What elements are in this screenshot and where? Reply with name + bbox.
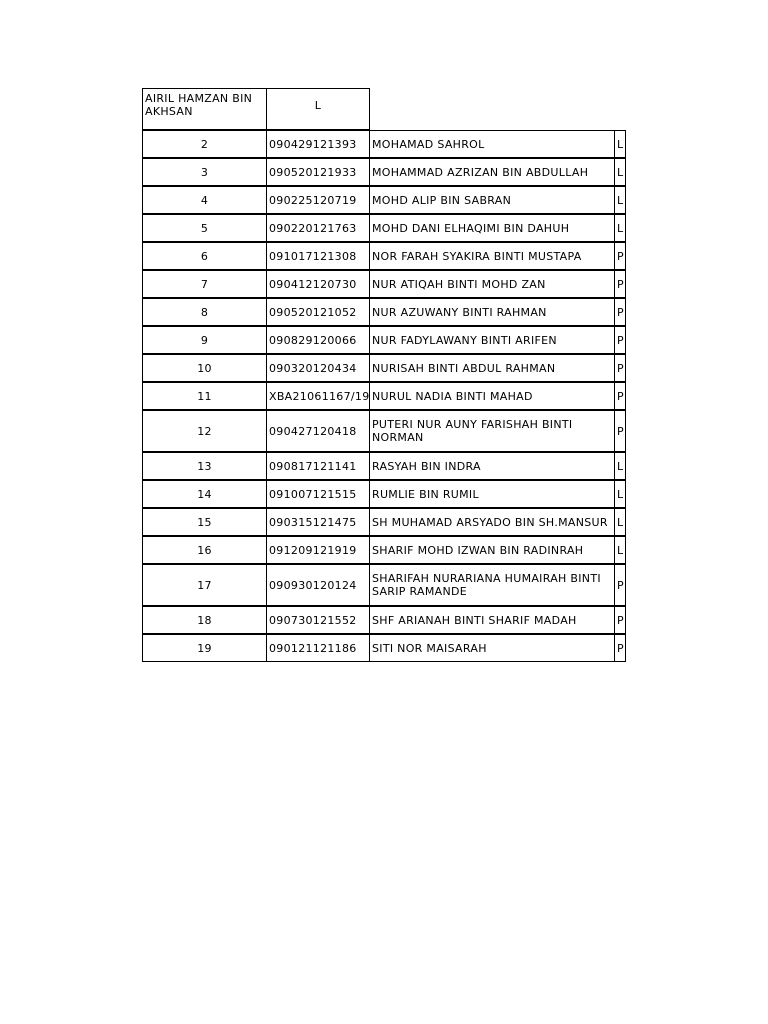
student-gender: P (617, 424, 624, 438)
ic-number-cell (266, 270, 370, 298)
ic-number: 090817121141 (269, 459, 357, 473)
row-number-cell (142, 298, 267, 326)
student-name: AIRIL HAMZAN BIN AKHSAN (145, 92, 253, 118)
student-gender-cell (614, 242, 626, 270)
student-name: NUR ATIQAH BINTI MOHD ZAN (372, 277, 546, 291)
row-number: 17 (197, 578, 212, 592)
student-gender: L (617, 137, 624, 151)
student-name-cell (369, 298, 615, 326)
student-name-cell (369, 382, 615, 410)
student-gender-cell (614, 186, 626, 214)
student-name-cell (369, 634, 615, 662)
student-name: NURUL NADIA BINTI MAHAD (372, 389, 533, 403)
ic-number-cell (266, 130, 370, 158)
student-gender: L (617, 487, 624, 501)
student-gender: P (617, 613, 624, 627)
ic-number-cell (266, 354, 370, 382)
ic-number: 091007121515 (269, 487, 357, 501)
student-gender-cell (614, 410, 626, 452)
student-name: SITI NOR MAISARAH (372, 641, 487, 655)
student-gender: L (617, 459, 624, 473)
ic-number-cell (266, 452, 370, 480)
row-number: 6 (200, 249, 209, 263)
student-gender: L (617, 165, 624, 179)
student-gender-cell (614, 564, 626, 606)
top-row-gender-cell (266, 88, 370, 130)
row-number-cell (142, 326, 267, 354)
row-number: 10 (197, 361, 212, 375)
student-name-cell (369, 410, 615, 452)
row-number-cell (142, 158, 267, 186)
ic-number: 090429121393 (269, 137, 357, 151)
ic-number-cell (266, 242, 370, 270)
student-gender: P (617, 277, 624, 291)
student-gender-cell (614, 354, 626, 382)
student-name-cell (369, 158, 615, 186)
ic-number-cell (266, 382, 370, 410)
row-number-cell (142, 410, 267, 452)
ic-number-cell (266, 298, 370, 326)
student-gender: P (617, 249, 624, 263)
row-number: 15 (197, 515, 212, 529)
ic-number: 090121121186 (269, 641, 357, 655)
ic-number: 091209121919 (269, 543, 357, 557)
student-gender: L (617, 515, 624, 529)
student-name-cell (369, 564, 615, 606)
ic-number: 090930120124 (269, 578, 357, 592)
student-name: RASYAH BIN INDRA (372, 459, 481, 473)
row-number-cell (142, 536, 267, 564)
ic-number: 090730121552 (269, 613, 357, 627)
row-number: 9 (200, 333, 209, 347)
student-gender-cell (614, 382, 626, 410)
row-number-cell (142, 382, 267, 410)
student-gender: P (617, 305, 624, 319)
student-name-cell (369, 536, 615, 564)
row-number-cell (142, 508, 267, 536)
row-number-cell (142, 606, 267, 634)
ic-number-cell (266, 634, 370, 662)
ic-number-cell (266, 186, 370, 214)
ic-number: 090225120719 (269, 193, 357, 207)
student-name: SHF ARIANAH BINTI SHARIF MADAH (372, 613, 577, 627)
row-number-cell (142, 354, 267, 382)
student-name-cell (369, 270, 615, 298)
student-gender: P (617, 578, 624, 592)
student-gender-cell (614, 634, 626, 662)
student-gender-cell (614, 452, 626, 480)
row-number: 18 (197, 613, 212, 627)
row-number: 14 (197, 487, 212, 501)
student-gender: P (617, 333, 624, 347)
ic-number: 090520121052 (269, 305, 357, 319)
student-gender: P (617, 641, 624, 655)
student-name: MOHD DANI ELHAQIMI BIN DAHUH (372, 221, 570, 235)
row-number: 13 (197, 459, 212, 473)
row-number: 4 (200, 193, 209, 207)
student-gender-cell (614, 326, 626, 354)
ic-number: 091017121308 (269, 249, 357, 263)
student-gender-cell (614, 606, 626, 634)
row-number: 11 (197, 389, 212, 403)
student-name-cell (369, 326, 615, 354)
student-name: RUMLIE BIN RUMIL (372, 487, 479, 501)
student-name: SH MUHAMAD ARSYADO BIN SH.MANSUR (372, 515, 608, 529)
student-gender-cell (614, 536, 626, 564)
ic-number: XBA21061167/19 (269, 389, 370, 403)
ic-number-cell (266, 410, 370, 452)
student-gender: L (617, 543, 624, 557)
ic-number: 090412120730 (269, 277, 357, 291)
student-name: NUR AZUWANY BINTI RAHMAN (372, 305, 547, 319)
student-name-cell (369, 480, 615, 508)
student-gender-cell (614, 158, 626, 186)
ic-number-cell (266, 536, 370, 564)
ic-number: 090315121475 (269, 515, 357, 529)
ic-number: 090320120434 (269, 361, 357, 375)
row-number: 5 (200, 221, 209, 235)
student-gender: P (617, 361, 624, 375)
student-name: PUTERI NUR AUNY FARISHAH BINTI NORMAN (372, 418, 573, 444)
student-name: SHARIFAH NURARIANA HUMAIRAH BINTI SARIP RAMANDE (372, 572, 601, 598)
student-name-cell (369, 508, 615, 536)
student-name-cell (369, 606, 615, 634)
ic-number-cell (266, 158, 370, 186)
student-gender-cell (614, 298, 626, 326)
student-name-cell (369, 242, 615, 270)
student-gender-cell (614, 130, 626, 158)
ic-number-cell (266, 606, 370, 634)
student-gender-cell (614, 214, 626, 242)
student-gender-cell (614, 508, 626, 536)
student-gender: L (617, 193, 624, 207)
student-name: SHARIF MOHD IZWAN BIN RADINRAH (372, 543, 584, 557)
row-number-cell (142, 634, 267, 662)
ic-number-cell (266, 326, 370, 354)
ic-number: 090520121933 (269, 165, 357, 179)
student-gender-cell (614, 480, 626, 508)
ic-number: 090829120066 (269, 333, 357, 347)
row-number: 2 (200, 137, 209, 151)
ic-number-cell (266, 214, 370, 242)
student-name: MOHAMAD SAHROL (372, 137, 485, 151)
row-number-cell (142, 130, 267, 158)
student-name: MOHD ALIP BIN SABRAN (372, 193, 512, 207)
row-number: 7 (200, 277, 209, 291)
student-name-cell (369, 452, 615, 480)
top-row-name-cell (142, 88, 267, 130)
student-name: NURISAH BINTI ABDUL RAHMAN (372, 361, 556, 375)
row-number: 12 (197, 424, 212, 438)
ic-number: 090220121763 (269, 221, 357, 235)
row-number-cell (142, 480, 267, 508)
student-gender: L (314, 99, 322, 112)
student-name-cell (369, 354, 615, 382)
student-name: NOR FARAH SYAKIRA BINTI MUSTAPA (372, 249, 582, 263)
student-name-cell (369, 130, 615, 158)
row-number-cell (142, 214, 267, 242)
row-number-cell (142, 186, 267, 214)
student-name-cell (369, 214, 615, 242)
ic-number-cell (266, 564, 370, 606)
row-number-cell (142, 242, 267, 270)
student-name-cell (369, 186, 615, 214)
student-gender: P (617, 389, 624, 403)
ic-number-cell (266, 508, 370, 536)
student-gender-cell (614, 270, 626, 298)
student-name: NUR FADYLAWANY BINTI ARIFEN (372, 333, 557, 347)
row-number-cell (142, 564, 267, 606)
student-gender: L (617, 221, 624, 235)
row-number: 19 (197, 641, 212, 655)
row-number-cell (142, 270, 267, 298)
row-number: 16 (197, 543, 212, 557)
row-number-cell (142, 452, 267, 480)
row-number: 3 (200, 165, 209, 179)
student-name: MOHAMMAD AZRIZAN BIN ABDULLAH (372, 165, 589, 179)
row-number: 8 (200, 305, 209, 319)
ic-number-cell (266, 480, 370, 508)
ic-number: 090427120418 (269, 424, 357, 438)
